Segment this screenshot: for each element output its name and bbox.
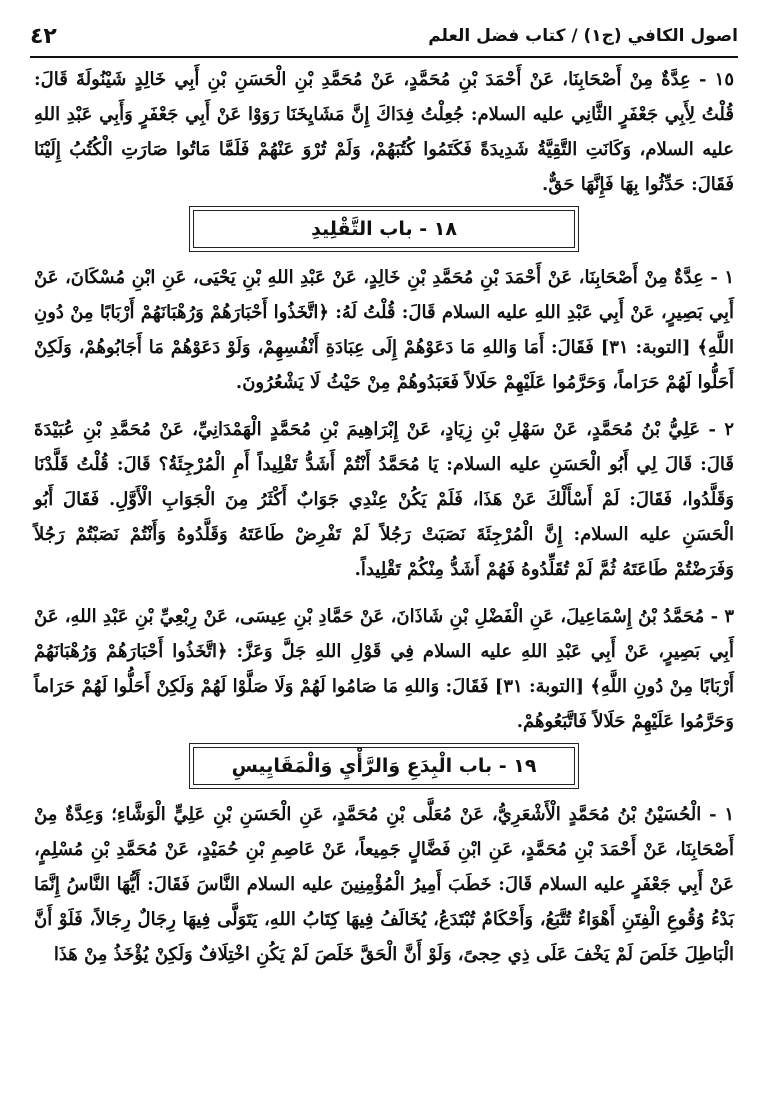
chapter18-hadith-1: ١ - عِدَّةٌ مِنْ أَصْحَابِنَا، عَنْ أَحْمَدَ بْنِ مُحَمَّدِ بْنِ خَالِدٍ، عَنْ عَبْدِ اللهِ بْنِ يَحْيَى، عَنِ ابْنِ مُسْكَانَ، عَنْ أَبِي بَصِيرٍ، عَنْ أَبِي عَبْدِ اللهِ عليه السلام قَالَ: قُلْتُ لَهُ: ﴿اتَّخَذُوا أَحْبَارَهُمْ وَرُهْبَانَهُمْ أَرْبَابًا مِنْ دُونِ اللَّهِ﴾ [التوبة: ٣١] فَقَالَ: أَمَا وَاللهِ مَا دَعَوْهُمْ إِلَى عِبَادَةِ أَنْفُسِهِمْ، وَلَوْ دَعَوْهُمْ مَا أَجَابُوهُمْ، وَلَكِنْ أَحَلُّوا لَهُمْ حَرَاماً، وَحَرَّمُوا عَلَيْهِمْ حَلَالاً فَعَبَدُوهُمْ مِنْ حَيْثُ لَا يَشْعُرُونَ. (34, 267, 735, 393)
running-header (30, 18, 738, 54)
hadith-15: ١٥ - عِدَّةٌ مِنْ أَصْحَابِنَا، عَنْ أَحْمَدَ بْنِ مُحَمَّدٍ، عَنْ مُحَمَّدِ بْنِ الْحَسَنِ بْنِ أَبِي خَالِدٍ شَيْنُولَةَ قَالَ: قُلْتُ لِأَبِي جَعْفَرٍ الثَّانِي عليه السلام: جُعِلْتُ فِدَاكَ إِنَّ مَشَايِخَنَا رَوَوْا عَنْ أَبِي جَعْفَرٍ وَأَبِي عَبْدِ اللهِ عليه السلام، وَكَانَتِ التَّقِيَّةُ شَدِيدَةً فَكَتَمُوا كُتُبَهُمْ، وَلَمْ تُرْوَ عَنْهُمْ فَلَمَّا مَاتُوا صَارَتِ الْكُتُبُ إِلَيْنَا فَقَالَ: حَدِّثُوا بِهَا فَإِنَّهَا حَقٌّ. (34, 69, 734, 195)
book-title: اصول الكافي (ج١) / كتاب فضل العلم (428, 26, 738, 46)
page-number: ٤٢ (30, 23, 57, 49)
chapter-title-18: ١٨ - باب التَّقْلِيدِ (311, 218, 457, 240)
chapter19-hadith-1: ١ - الْحُسَيْنُ بْنُ مُحَمَّدٍ الْأَشْعَرِيُّ، عَنْ مُعَلَّى بْنِ مُحَمَّدٍ، عَنِ الْحَسَنِ بْنِ عَلِيٍّ الْوَشَّاءِ؛ وَعِدَّةٌ مِنْ أَصْحَابِنَا، عَنْ أَحْمَدَ بْنِ مُحَمَّدٍ، عَنِ ابْنِ فَضَّالٍ جَمِيعاً، عَنْ عَاصِمِ بْنِ حُمَيْدٍ، عَنْ مُحَمَّدِ بْنِ مُسْلِمٍ، عَنْ أَبِي جَعْفَرٍ عليه السلام قَالَ: خَطَبَ أَمِيرُ الْمُؤْمِنِينَ عليه السلام النَّاسَ فَقَالَ: أَيُّهَا النَّاسُ إِنَّمَا بَدْءُ وُقُوعِ الْفِتَنِ أَهْوَاءٌ تُتَّبَعُ، وَأَحْكَامٌ تُبْتَدَعُ، يُخَالَفُ فِيهَا كِتَابُ اللهِ، يَتَوَلَّى فِيهَا رِجَالٌ رِجَالاً، فَلَوْ أَنَّ الْبَاطِلَ خَلَصَ لَمْ يَخْفَ عَلَى ذِي حِجىً، وَلَوْ أَنَّ الْحَقَّ خَلَصَ لَمْ يَكُنِ اخْتِلَافٌ وَلَكِنْ يُؤْخَذُ مِنْ هَذَا (34, 804, 734, 965)
chapter-heading-18 (193, 210, 575, 248)
chapter-title-19: ١٩ - باب الْبِدَعِ وَالرَّأْيِ وَالْمَقَايِيسِ (231, 755, 537, 777)
chapter18-hadith-2: ٢ - عَلِيُّ بْنُ مُحَمَّدٍ، عَنْ سَهْلِ بْنِ زِيَادٍ، عَنْ إِبْرَاهِيمَ بْنِ مُحَمَّدٍ الْهَمْدَانِيِّ، عَنْ مُحَمَّدِ بْنِ عُبَيْدَةَ قَالَ: قَالَ لِي أَبُو الْحَسَنِ عليه السلام: يَا مُحَمَّدُ أَنْتُمْ أَشَدُّ تَقْلِيداً أَمِ الْمُرْجِئَةُ؟ قَالَ: قُلْتُ قَلَّدْنَا وَقَلَّدُوا، فَقَالَ: لَمْ أَسْأَلْكَ عَنْ هَذَا، فَلَمْ يَكُنْ عِنْدِي جَوَابٌ أَكْثَرُ مِنَ الْجَوَابِ الْأَوَّلِ. فَقَالَ أَبُو الْحَسَنِ عليه السلام: إِنَّ الْمُرْجِئَةَ نَصَبَتْ رَجُلاً لَمْ تَفْرِضْ طَاعَتَهُ وَقَلَّدُوهُ وَأَنْتُمْ نَصَبْتُمْ رَجُلاً وَفَرَضْتُمْ طَاعَتَهُ ثُمَّ لَمْ تُقَلِّدُوهُ فَهُمْ أَشَدُّ مِنْكُمْ تَقْلِيداً. (34, 419, 734, 580)
chapter-heading-19 (193, 747, 575, 785)
page-body (34, 62, 734, 972)
chapter18-hadith-3: ٣ - مُحَمَّدُ بْنُ إِسْمَاعِيلَ، عَنِ الْفَضْلِ بْنِ شَاذَانَ، عَنْ حَمَّادِ بْنِ عِيسَى، عَنْ رِبْعِيِّ بْنِ عَبْدِ اللهِ، عَنْ أَبِي بَصِيرٍ، عَنْ أَبِي عَبْدِ اللهِ عليه السلام فِي قَوْلِ اللهِ جَلَّ وَعَزَّ: ﴿اتَّخَذُوا أَحْبَارَهُمْ وَرُهْبَانَهُمْ أَرْبَابًا مِنْ دُونِ اللَّهِ﴾ [التوبة: ٣١] فَقَالَ: وَاللهِ مَا صَامُوا لَهُمْ وَلَا صَلَّوْا لَهُمْ وَلَكِنْ أَحَلُّوا لَهُمْ حَرَاماً وَحَرَّمُوا عَلَيْهِمْ حَلَالاً فَاتَّبَعُوهُمْ. (34, 606, 735, 732)
header-rule (30, 56, 738, 58)
paragraph-gap (34, 587, 734, 599)
paragraph-gap (34, 400, 734, 412)
